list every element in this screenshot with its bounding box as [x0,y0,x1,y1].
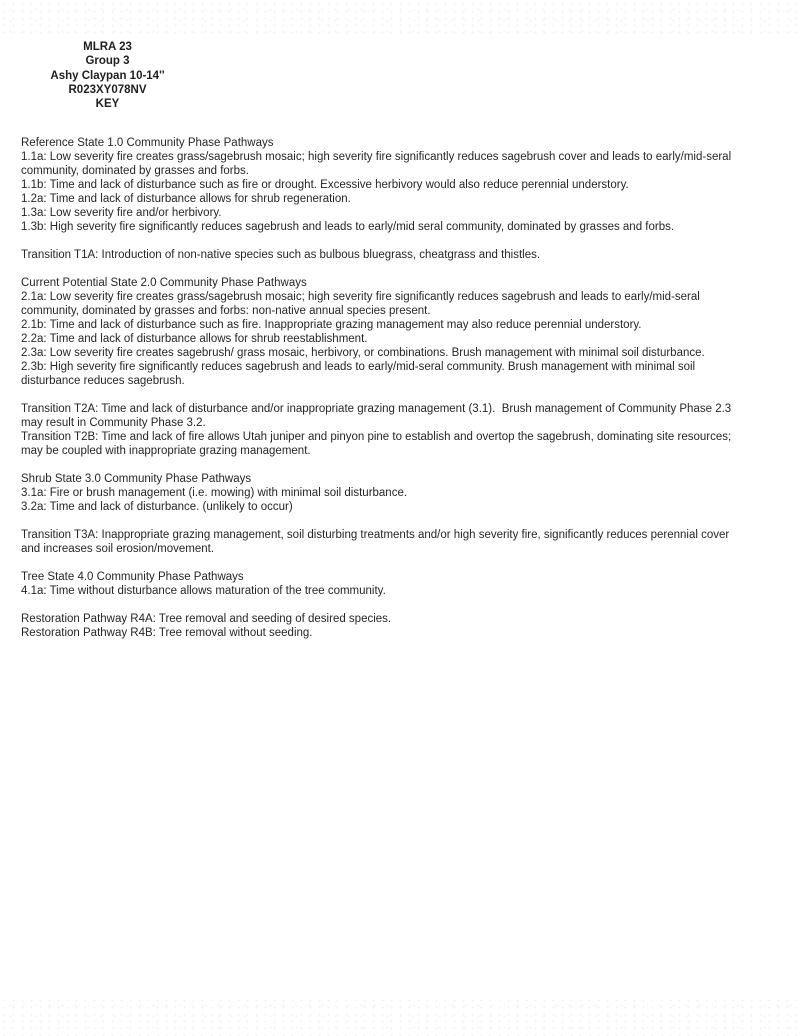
text-line: Restoration Pathway R4B: Tree removal without seeding. [21,627,313,639]
text-line: 2.3b: High severity fire significantly reduces sagebrush and leads to early/mid-seral community. Brush management with minimal soil [21,361,696,373]
text-line: Transition T2A: Time and lack of disturbance and/or inappropriate grazing management (3.1). Brush management of Community Phase 2.3 [21,403,732,415]
section-transition-t3a [21,528,787,556]
section-reference-state-1-0 [21,136,787,234]
text-line: 1.2a: Time and lack of disturbance allows for shrub regeneration. [21,193,351,205]
text-line: 3.1a: Fire or brush management (i.e. mowing) with minimal soil disturbance. [21,487,408,499]
text-line: community, dominated by grasses and forbs. [21,165,249,177]
text-line: Current Potential State 2.0 Community Phase Pathways [21,277,307,289]
text-line: Tree State 4.0 Community Phase Pathways [21,571,244,583]
header-mlra: MLRA 23 [83,41,132,53]
section-current-potential-state-2-0 [21,276,787,388]
document-header [21,40,194,111]
text-line: community, dominated by grasses and forbs: non-native annual species present. [21,305,431,317]
text-line: 1.3b: High severity fire significantly reduces sagebrush and leads to early/mid seral community, dominated by grasses and forbs. [21,221,675,233]
text-line: may result in Community Phase 3.2. [21,417,206,429]
text-line: 3.2a: Time and lack of disturbance. (unlikely to occur) [21,501,293,513]
text-line: disturbance reduces sagebrush. [21,375,185,387]
section-tree-state-4-0 [21,570,787,598]
text-line: Reference State 1.0 Community Phase Pathways [21,137,274,149]
text-line: 1.1b: Time and lack of disturbance such as fire or drought. Excessive herbivory would also reduce perennial understory. [21,179,629,191]
text-line: may be coupled with inappropriate grazing management. [21,445,311,457]
scan-artifact-top [0,0,800,34]
text-line: Restoration Pathway R4A: Tree removal and seeding of desired species. [21,613,392,625]
header-site-id: R023XY078NV [68,83,147,96]
header-site-name: Ashy Claypan 10-14'' [50,69,165,82]
document-body [21,136,787,640]
text-line: 1.1a: Low severity fire creates grass/sagebrush mosaic; high severity fire significantly reduces sagebrush cover and leads to early/mid-seral [21,151,732,163]
section-transitions-t2 [21,402,787,458]
text-line: 2.3a: Low severity fire creates sagebrush/ grass mosaic, herbivory, or combinations. Brush management with minimal soil disturbance. [21,347,705,359]
text-line: 2.1a: Low severity fire creates grass/sagebrush mosaic; high severity fire significantly reduces sagebrush and leads to early/mid-seral [21,291,700,303]
text-line: 2.2a: Time and lack of disturbance allows for shrub reestablishment. [21,333,368,345]
text-line: Transition T3A: Inappropriate grazing management, soil disturbing treatments and/or high severity fire, significantly reduces perennial cover [21,529,730,541]
scan-artifact-bottom [0,996,800,1036]
section-restoration-pathways [21,612,787,640]
text-line: 4.1a: Time without disturbance allows maturation of the tree community. [21,585,386,597]
text-line: Shrub State 3.0 Community Phase Pathways [21,473,252,485]
section-transition-t1a [21,248,787,262]
section-shrub-state-3-0 [21,472,787,514]
text-line: 1.3a: Low severity fire and/or herbivory. [21,207,222,219]
text-line: Transition T2B: Time and lack of fire allows Utah juniper and pinyon pine to establish and overtop the sagebrush, dominating site resources; [21,431,732,443]
header-group: Group 3 [85,55,130,68]
text-line: and increases soil erosion/movement. [21,543,215,555]
header-key-label: KEY [95,98,120,111]
text-line: 2.1b: Time and lack of disturbance such as fire. Inappropriate grazing management may also reduce perennial understory. [21,319,642,331]
text-line: Transition T1A: Introduction of non-native species such as bulbous bluegrass, cheatgrass and thistles. [21,249,541,261]
